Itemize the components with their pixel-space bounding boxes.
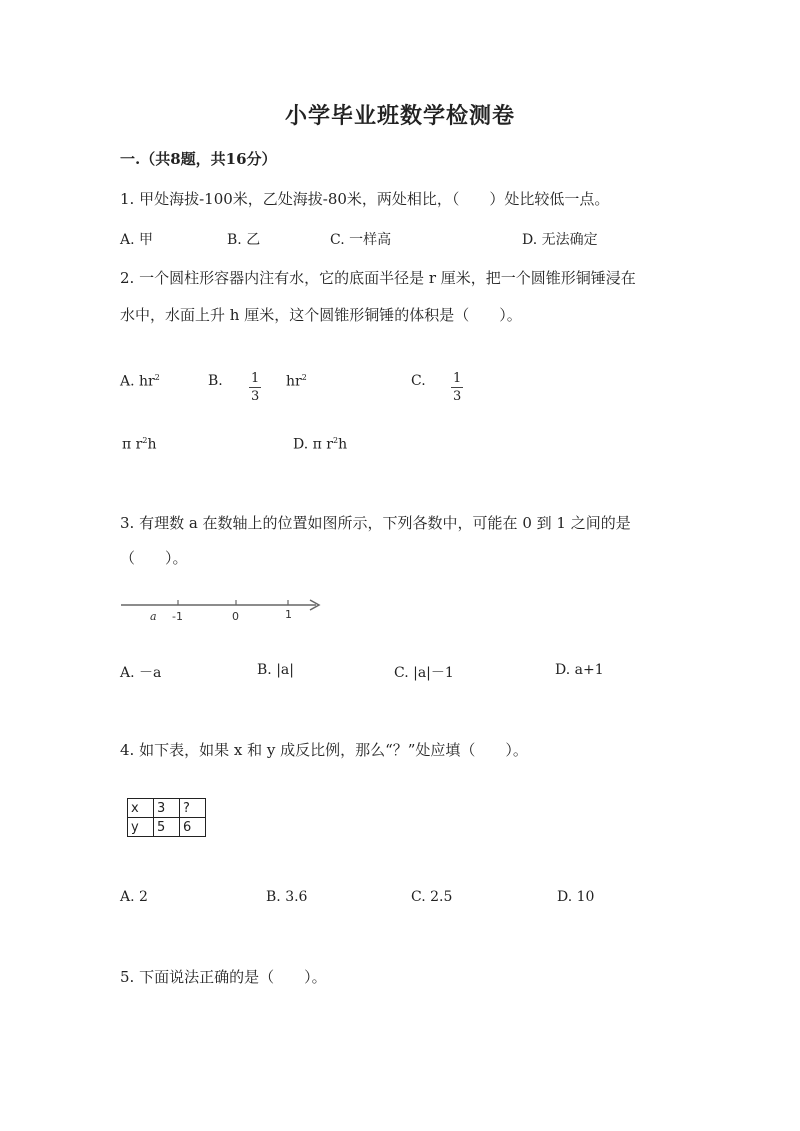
q2-option-d-text: D. π r — [293, 436, 333, 453]
fraction-numerator: 1 — [453, 371, 462, 386]
q2-option-d-text-end: h — [338, 436, 348, 453]
xy-table — [127, 798, 206, 837]
q3-option-c: C. |a|－1 — [394, 665, 454, 681]
q4-option-d: D. 10 — [557, 889, 595, 905]
fraction-denominator: 3 — [251, 389, 260, 404]
table-cell: ? — [180, 799, 206, 818]
q4-option-c: C. 2.5 — [411, 889, 453, 905]
question-2-line-1: 2. 一个圆柱形容器内注有水，它的底面半径是 r 厘米，把一个圆锥形铜锤浸在 — [120, 269, 636, 287]
fraction-denominator: 3 — [453, 389, 462, 404]
superscript-2: 2 — [301, 373, 307, 382]
q2-option-c-fraction — [451, 367, 463, 403]
q3-option-a: A. －a — [120, 665, 162, 681]
question-4: 4. 如下表，如果 x 和 y 成反比例，那么“？”处应填（ ）。 — [120, 741, 528, 759]
q1-option-d: D. 无法确定 — [522, 232, 598, 248]
q2-option-b-fraction — [249, 367, 261, 403]
table-cell: 6 — [180, 818, 206, 837]
q4-option-a: A. 2 — [120, 889, 148, 905]
q2-option-c-text-end: h — [147, 436, 157, 453]
q2-option-b-tail — [286, 373, 307, 390]
question-5: 5. 下面说法正确的是（ ）。 — [120, 968, 327, 986]
q2-option-c-label: C. — [411, 373, 426, 389]
question-3-line-2: （ ）。 — [120, 549, 188, 567]
q2-option-b-text: hr — [286, 373, 302, 390]
table-cell: y — [128, 818, 154, 837]
q2-option-c-tail — [122, 436, 156, 453]
table-cell: x — [128, 799, 154, 818]
q1-option-c: C. 一样高 — [330, 232, 392, 248]
page-title: 小学毕业班数学检测卷 — [284, 103, 515, 129]
question-3-line-1: 3. 有理数 a 在数轴上的位置如图所示，下列各数中，可能在 0 到 1 之间的是 — [120, 514, 631, 532]
q2-option-a — [120, 373, 160, 390]
q2-option-c-text: π r — [122, 436, 143, 453]
q4-option-b: B. 3.6 — [266, 889, 308, 905]
table-row — [128, 799, 206, 818]
q1-option-b: B. 乙 — [227, 232, 261, 248]
label-a: a — [150, 610, 157, 623]
question-1: 1. 甲处海拔-100米，乙处海拔-80米，两处相比，（ ）处比较低一点。 — [120, 190, 610, 208]
superscript-2: 2 — [142, 436, 148, 445]
section-heading: 一.（共8题，共16分） — [120, 150, 277, 168]
q2-option-b-label: B. — [208, 373, 223, 389]
table-row — [128, 818, 206, 837]
question-2-line-2: 水中，水面上升 h 厘米，这个圆锥形铜锤的体积是（ ）。 — [120, 306, 522, 324]
q2-option-a-text: A. hr — [120, 373, 155, 390]
q3-option-b: B. |a| — [257, 662, 294, 678]
fraction-numerator: 1 — [251, 371, 260, 386]
label-zero: 0 — [232, 610, 239, 623]
table-cell: 5 — [154, 818, 180, 837]
label-minus-one: -1 — [172, 610, 183, 623]
label-one: 1 — [285, 608, 292, 621]
q2-option-d — [293, 436, 347, 453]
q1-option-a: A. 甲 — [120, 232, 154, 248]
superscript-2: 2 — [154, 373, 160, 382]
number-line — [118, 592, 328, 628]
table-cell: 3 — [154, 799, 180, 818]
superscript-2: 2 — [332, 436, 339, 445]
q3-option-d: D. a+1 — [555, 662, 604, 678]
